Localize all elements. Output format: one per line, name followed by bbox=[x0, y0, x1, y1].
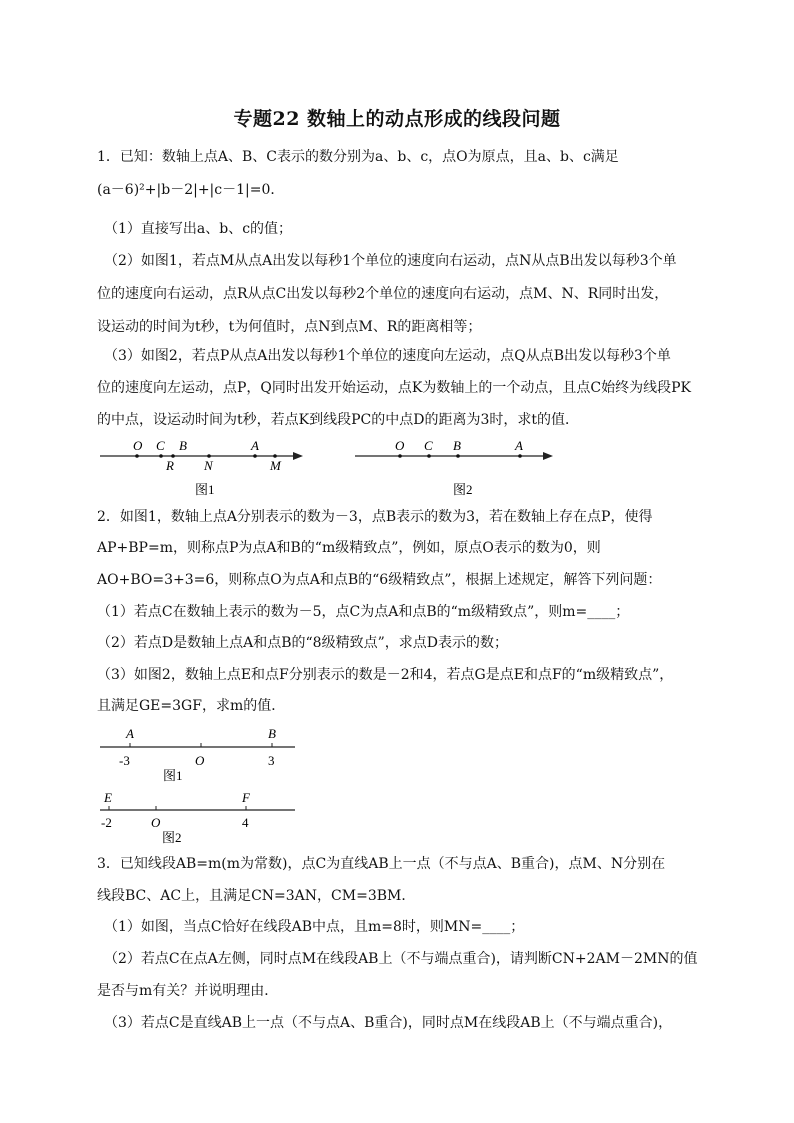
q1-part-3-line-2: 位的速度向左运动，点P，Q同时出发开始运动，点K为数轴上的一个动点，且点C始终为线段PK bbox=[97, 380, 691, 396]
q3-part-1: （1）如图，当点C恰好在线段AB中点，且m=8时，则MN=____； bbox=[104, 919, 525, 935]
label-C: C bbox=[156, 438, 165, 453]
label-B: B bbox=[268, 726, 276, 741]
q2-part-2: （2）若点D是数轴上点A和点B的“8级精致点”，求点D表示的数； bbox=[97, 635, 508, 651]
arrow-icon bbox=[293, 452, 303, 460]
number-neg2: -2 bbox=[101, 815, 112, 830]
q1-figure-1 bbox=[95, 436, 315, 498]
q2-figure-1 bbox=[95, 722, 300, 787]
point-A bbox=[518, 454, 522, 458]
q2-part-3-line-2: 且满足GE=3GF，求m的值． bbox=[97, 698, 286, 714]
label-R: R bbox=[166, 458, 174, 473]
number-3: 3 bbox=[268, 753, 275, 768]
q3-line-2: 线段BC、AC上，且满足CN=3AN，CM=3BM． bbox=[97, 888, 416, 904]
point-C bbox=[427, 454, 431, 458]
q1-part-1: （1）直接写出a、b、c的值； bbox=[104, 221, 293, 237]
figure-caption: 图1 bbox=[195, 482, 215, 497]
q1-part-3-line-3: 的中点，设运动时间为t秒，若点K到线段PC的中点D的距离为3时，求t的值． bbox=[97, 412, 579, 428]
q1-part-2-line-3: 设运动的时间为t秒，t为何值时，点N到点M、R的距离相等； bbox=[97, 319, 482, 335]
q2-part-3-line-1: （3）如图2，数轴上点E和点F分别表示的数是－2和4，若点G是点E和点F的“m级精致点”， bbox=[97, 667, 674, 683]
q3-part-2-line-1: （2）若点C在点A左侧，同时点M在线段AB上（不与端点重合)，请判断CN+2AM－2MN的值 bbox=[104, 951, 698, 967]
label-A: A bbox=[126, 726, 134, 741]
label-B: B bbox=[453, 438, 461, 453]
arrow-icon bbox=[543, 452, 553, 460]
q3-part-3: （3）若点C是直线AB上一点（不与点A、B重合)，同时点M在线段AB上（不与端点重合)， bbox=[104, 1015, 673, 1031]
point-A bbox=[253, 454, 257, 458]
label-E: E bbox=[104, 790, 112, 805]
point-O bbox=[398, 454, 402, 458]
q2-line-2: AP+BP=m，则称点P为点A和B的“m级精致点”，例如，原点O表示的数为0，则 bbox=[97, 540, 601, 556]
q2-line-1: 2．如图1，数轴上点A分别表示的数为－3，点B表示的数为3，若在数轴上存在点P，使得 bbox=[97, 509, 653, 525]
q2-part-1: （1）若点C在数轴上表示的数为－5，点C为点A和点B的“m级精致点”，则m=____； bbox=[97, 604, 630, 620]
number-4: 4 bbox=[242, 815, 249, 830]
q1-part-2-line-2: 位的速度向右运动，点R从点C出发以每秒2个单位的速度向右运动，点M、N、R同时出发， bbox=[97, 286, 669, 302]
q1-figure-2 bbox=[350, 436, 560, 498]
point-B bbox=[456, 454, 460, 458]
number-neg3: -3 bbox=[119, 753, 130, 768]
q1-line-1: 1．已知：数轴上点A、B、C表示的数分别为a、b、c，点O为原点，且a、b、c满足 bbox=[97, 149, 619, 165]
q3-line-1: 3．已知线段AB=m(m为常数)，点C为直线AB上一点（不与点A、B重合)，点M、N分别在 bbox=[97, 856, 666, 872]
label-F: F bbox=[242, 790, 250, 805]
q1-part-2-line-1: （2）如图1，若点M从点A出发以每秒1个单位的速度向右运动，点N从点B出发以每秒3个单 bbox=[104, 253, 677, 269]
q1-part-3-line-1: （3）如图2，若点P从点A出发以每秒1个单位的速度向左运动，点Q从点B出发以每秒3个单 bbox=[104, 348, 671, 364]
figure-caption: 图2 bbox=[162, 830, 182, 845]
label-A: A bbox=[515, 438, 523, 453]
label-N: N bbox=[204, 458, 213, 473]
page-title: 专题22 数轴上的动点形成的线段问题 bbox=[233, 108, 561, 130]
label-O: O bbox=[195, 753, 205, 768]
point-O bbox=[135, 454, 139, 458]
label-O: O bbox=[133, 438, 143, 453]
q2-figure-2 bbox=[95, 786, 300, 848]
label-A: A bbox=[251, 438, 259, 453]
figure-caption: 图2 bbox=[453, 482, 473, 497]
point-C bbox=[159, 454, 163, 458]
q1-condition: (a－6)²+|b－2|+|c－1|=0． bbox=[97, 182, 285, 198]
label-O: O bbox=[151, 815, 161, 830]
q3-part-2-line-2: 是否与m有关？并说明理由． bbox=[97, 983, 279, 999]
label-O: O bbox=[395, 438, 405, 453]
label-C: C bbox=[424, 438, 433, 453]
label-M: M bbox=[270, 458, 281, 473]
q2-line-3: AO+BO=3+3=6，则称点O为点A和点B的“6级精致点”，根据上述规定，解答下列问题： bbox=[97, 572, 662, 588]
figure-caption: 图1 bbox=[163, 768, 183, 783]
label-B: B bbox=[179, 438, 187, 453]
